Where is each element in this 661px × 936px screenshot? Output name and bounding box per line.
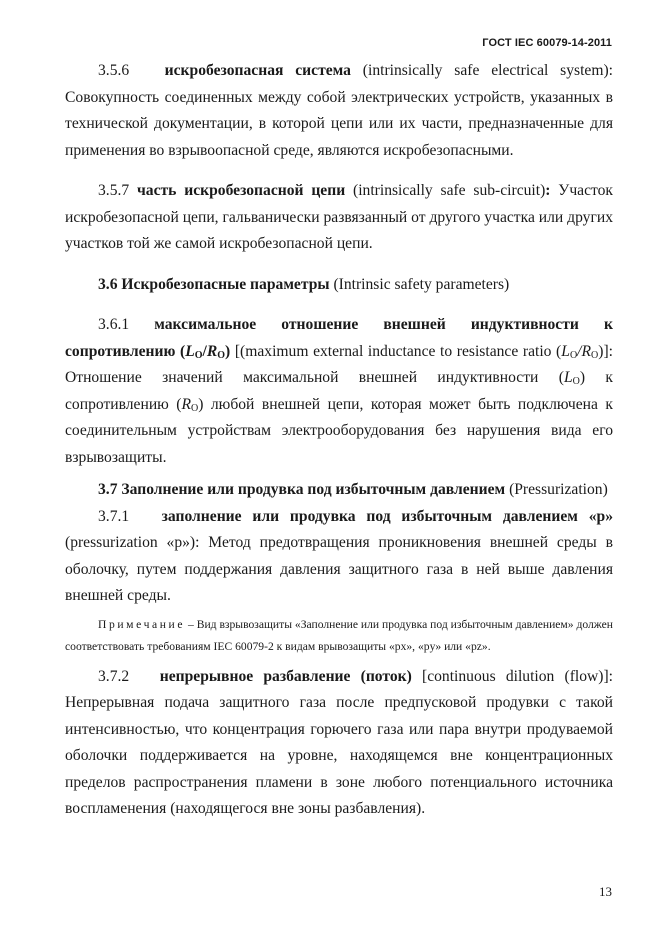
slash: / — [202, 342, 207, 360]
clause-3-6-1 — [65, 312, 613, 471]
clause-number: 3.7.1 — [98, 507, 130, 525]
note-label: Примечание — [98, 617, 186, 631]
clause-number: 3.5.6 — [98, 62, 130, 79]
clause-3-5-6 — [65, 58, 613, 164]
colon: : — [545, 182, 551, 199]
term-english: (intrinsically safe sub-circuit) — [353, 182, 546, 199]
clause-number: 3.7.2 — [98, 667, 130, 685]
subscript: O — [217, 349, 226, 361]
definition: Отношение значений максимальной внешней индуктивности ( — [65, 369, 564, 386]
section-3-7 — [65, 477, 613, 504]
term-english: (intrinsically safe electrical system): — [362, 62, 614, 79]
term-word: индуктивности — [470, 316, 579, 333]
clause-3-6-1-body — [65, 339, 613, 472]
document-body — [65, 58, 613, 823]
section-3-6 — [65, 272, 613, 299]
term-word: внешней — [383, 316, 446, 333]
subscript: O — [572, 376, 580, 387]
symbol-r: R — [206, 342, 218, 360]
definition: ) к сопротивлению ( — [65, 369, 614, 413]
symbol-l: L — [561, 342, 570, 360]
paren: ) — [225, 342, 231, 360]
subscript: O — [194, 349, 203, 361]
section-title-english: (Pressurization) — [509, 481, 608, 498]
term: сопротивлению ( — [65, 342, 186, 360]
section-title: 3.7 Заполнение или продувка под избыточным давлением — [98, 481, 506, 498]
definition: Совокупность соединенных между собой электрических устройств, указанных в технической документации, в которой цепи или их части, предназначенные для применения во взрывоопасной среде, являются искробезопасными. — [65, 88, 613, 159]
term-english: [continuous dilution (flow)]: — [422, 667, 614, 685]
term: непрерывное разбавление (поток) — [159, 667, 412, 685]
note — [65, 614, 613, 658]
definition: (pressurization «p»): Метод предотвращения проникновения внешней среды в оболочку, путем поддержания давления защитного газа в ней выше давления внешней среды. — [65, 534, 613, 604]
subscript: O — [191, 402, 199, 414]
term-english-end: )]: — [598, 342, 613, 360]
document-code-header: ГОСТ IEC 60079-14-2011 — [482, 37, 612, 49]
symbol-l: L — [185, 342, 195, 360]
definition: Участок искробезопасной цепи, гальванически развязанный от другого участка или других участков той же самой искробезопасной цепи. — [65, 182, 614, 252]
section-title-english: (Intrinsic safety parameters) — [333, 275, 510, 293]
page-number: 13 — [599, 884, 612, 899]
definition: ) любой внешней цепи, которая может быть подключена к соединительным устройствам электрооборудования без нарушения вида его взрывозащиты. — [65, 395, 613, 466]
clause-3-6-1-first-line — [65, 312, 613, 339]
clause-3-7-1 — [65, 504, 613, 610]
symbol-r: R — [181, 395, 191, 413]
symbol-r: /R — [577, 342, 592, 360]
clause-number: 3.5.7 — [98, 182, 130, 199]
subscript: O — [591, 349, 599, 361]
clause-3-7-2 — [65, 664, 613, 823]
note-text: – Вид взрывозащиты «Заполнение или продувка под избыточным давлением» должен соответствовать требованиям IEC 60079-2 к видам врывозащиты «px», «py» или «pz». — [65, 617, 613, 653]
section-title: 3.6 Искробезопасные параметры — [98, 275, 330, 293]
definition: Непрерывная подача защитного газа после предпусковой продувки с такой интенсивностью, что концентрация горючего газа или пара внутри продуваемой оболочки поддерживается на уровне, находящемся вне концентрационных пределов распространения пламени в зоне любого потенциального источника воспламенения (находящегося вне зоны разбавления). — [65, 694, 613, 817]
term-english: [(maximum external inductance to resistance ratio ( — [234, 342, 562, 360]
clause-3-5-7 — [65, 178, 613, 258]
symbol-l: L — [563, 369, 573, 386]
term: часть искробезопасной цепи — [137, 182, 346, 199]
term-word: отношение — [281, 316, 359, 333]
term: искробезопасная система — [164, 62, 351, 79]
term-word: максимальное — [154, 316, 257, 333]
term: заполнение или продувка под избыточным давлением «р» — [161, 507, 613, 525]
term-word: к — [603, 316, 613, 333]
subscript: O — [569, 349, 578, 361]
clause-number: 3.6.1 — [98, 316, 130, 333]
